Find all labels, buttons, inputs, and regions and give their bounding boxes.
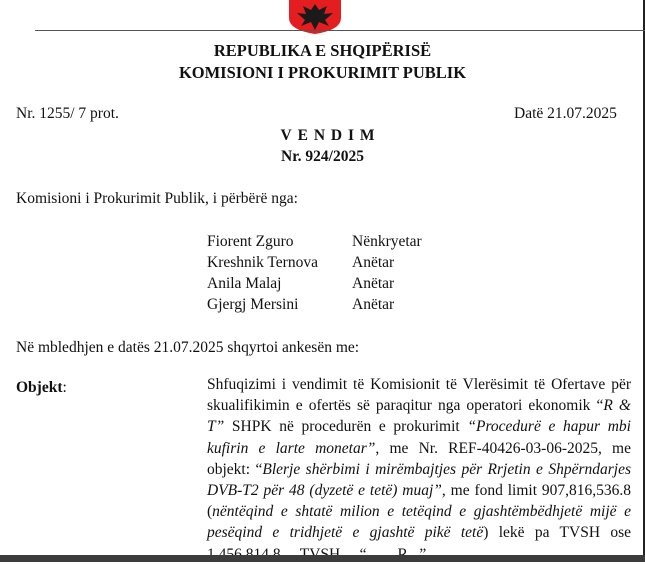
decision-title: VENDIM <box>280 127 381 144</box>
member-role: Anëtar <box>352 275 395 292</box>
member-role: Anëtar <box>352 254 395 271</box>
member-role: Nënkryetar <box>352 233 422 250</box>
member-name: Fiorent Zguro <box>207 233 294 250</box>
member-name: Kreshnik Ternova <box>207 254 318 271</box>
document-date: Datë 21.07.2025 <box>514 105 617 122</box>
meeting-text: Në mbledhjen e datës 21.07.2025 shqyrtoi ankesën me: <box>16 339 360 356</box>
bottom-edge-bar <box>0 555 645 562</box>
member-name: Gjergj Mersini <box>207 296 299 313</box>
header-title: REPUBLIKA E SHQIPËRISË <box>213 41 432 60</box>
intro-text: Komisioni i Prokurimit Publik, i përbërë nga: <box>16 190 298 207</box>
header-subtitle: KOMISIONI I PROKURIMIT PUBLIK <box>178 63 467 82</box>
objekt-description: Shfuqizimi i vendimit të Komisionit të Vlerësimit të Ofertave për skualifikimin e ofertës së paraqitur nga operatori ekonomik “R & T” SHPK në procedurën e prokurimit “Procedurë e hapur mbi kufirin e larte monetar”, me Nr. REF-40426-03-06-2025, me objekt: “Blerje shërbimi i mirëmbajtjes për Rrjetin e Shpërndarjes DVB-T2 për 48 (dyzetë e tetë) muaj”, me fond limit 907,816,536.8 (nëntëqind e shtatë milion e tetëqind e gjashtëmbëdhjetë mijë e pesëqind e tridhjetë e gjashtë pikë tetë) lekë pa TVSH ose <box>207 376 631 542</box>
objekt-label: Objekt: <box>16 379 67 396</box>
protocol-number: Nr. 1255/ 7 prot. <box>16 105 119 122</box>
member-name: Anila Malaj <box>207 275 282 292</box>
albanian-emblem-icon <box>283 0 347 34</box>
member-role: Anëtar <box>352 296 395 313</box>
header-rule <box>35 30 645 31</box>
decision-number: Nr. 924/2025 <box>281 148 364 165</box>
